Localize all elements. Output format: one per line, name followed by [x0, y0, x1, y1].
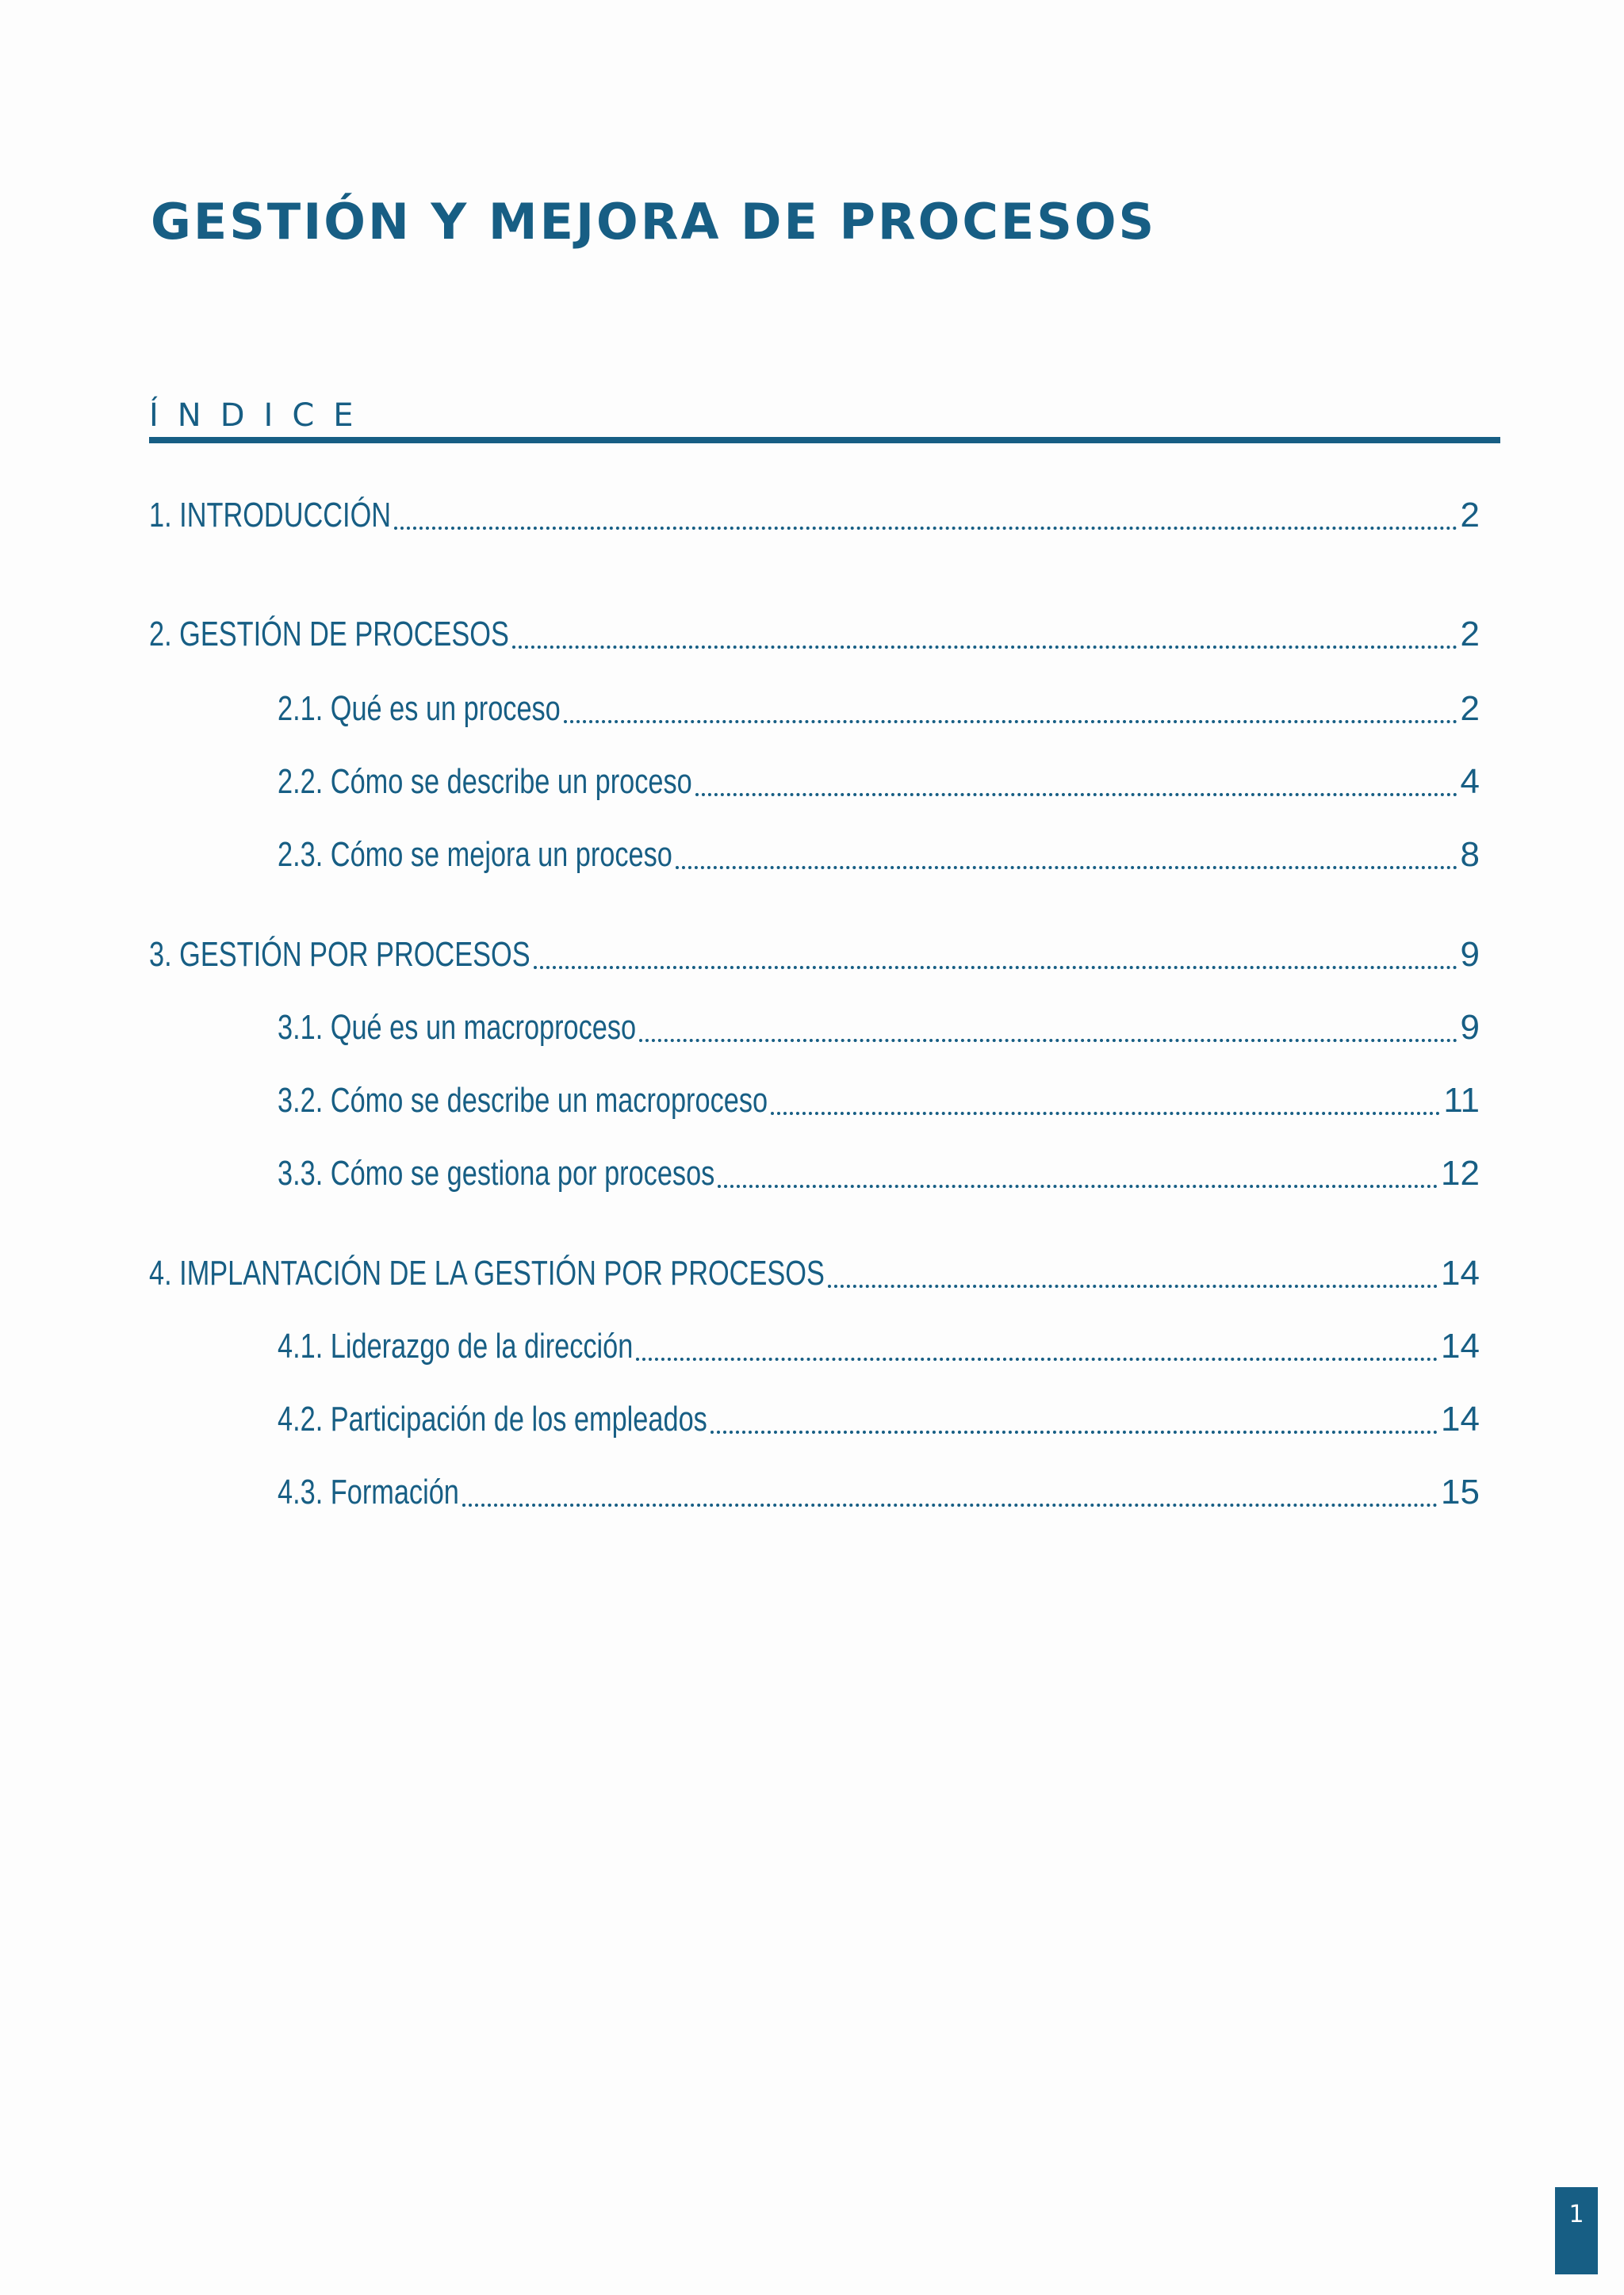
toc-entry[interactable]	[278, 1467, 1480, 1518]
toc-entry[interactable]	[149, 1248, 1480, 1299]
toc-dot-leader	[695, 790, 1457, 796]
toc-entry-page: 14	[1441, 1400, 1480, 1439]
toc-entry-label: 2.1. Qué es un proceso	[278, 689, 561, 728]
index-heading: ÍNDICE	[149, 397, 373, 434]
toc-entry[interactable]	[278, 684, 1480, 734]
toc-entry[interactable]	[278, 1148, 1480, 1199]
toc-entry-page: 15	[1441, 1473, 1480, 1511]
page-number-badge: 1	[1555, 2187, 1598, 2274]
toc-entry-page: 9	[1460, 1008, 1480, 1047]
toc-entry-label: 4.1. Liderazgo de la dirección	[278, 1327, 634, 1366]
toc-dot-leader	[462, 1500, 1438, 1507]
toc-entry-page: 4	[1460, 762, 1480, 801]
toc-entry[interactable]	[278, 1321, 1480, 1372]
toc-entry-page: 12	[1441, 1154, 1480, 1193]
toc-entry[interactable]	[278, 1394, 1480, 1445]
toc-entry-page: 2	[1460, 496, 1480, 534]
toc-entry-label: 2.3. Cómo se mejora un proceso	[278, 835, 672, 874]
toc-entry-label: 3. GESTIÓN POR PROCESOS	[149, 935, 530, 974]
toc-entry-label: 4.2. Participación de los empleados	[278, 1400, 707, 1439]
toc-dot-leader	[771, 1109, 1440, 1115]
toc-dot-leader	[718, 1182, 1438, 1188]
toc-dot-leader	[636, 1354, 1438, 1361]
toc-entry[interactable]	[278, 829, 1480, 880]
toc-entry-page: 14	[1441, 1254, 1480, 1293]
toc-entry-label: 2. GESTIÓN DE PROCESOS	[149, 615, 509, 653]
toc-entry-label: 2.2. Cómo se describe un proceso	[278, 762, 692, 801]
toc-dot-leader	[564, 717, 1457, 723]
toc-entry-page: 2	[1460, 689, 1480, 728]
toc-entry-label: 3.1. Qué es un macroproceso	[278, 1008, 637, 1047]
toc-entry-page: 14	[1441, 1327, 1480, 1366]
toc-dot-leader	[676, 863, 1457, 869]
toc-dot-leader	[394, 523, 1457, 530]
toc-entry[interactable]	[278, 1002, 1480, 1053]
toc-dot-leader	[828, 1282, 1438, 1288]
toc-entry-label: 3.3. Cómo se gestiona por procesos	[278, 1154, 715, 1193]
toc-entry[interactable]	[149, 609, 1480, 660]
toc-dot-leader	[534, 963, 1457, 969]
toc-entry-page: 11	[1443, 1081, 1480, 1120]
toc-entry-label: 1. INTRODUCCIÓN	[149, 496, 392, 534]
toc-entry-label: 4. IMPLANTACIÓN DE LA GESTIÓN POR PROCESOS	[149, 1254, 825, 1293]
toc-dot-leader	[639, 1036, 1457, 1042]
toc-entry-label: 3.2. Cómo se describe un macroproceso	[278, 1081, 768, 1120]
toc-dot-leader	[512, 642, 1457, 649]
toc-entry[interactable]	[149, 490, 1480, 541]
toc-entry[interactable]	[278, 1075, 1480, 1126]
toc-entry-page: 2	[1460, 615, 1480, 653]
toc-entry-label: 4.3. Formación	[278, 1473, 459, 1511]
toc-dot-leader	[710, 1427, 1438, 1434]
toc-entry-page: 9	[1460, 935, 1480, 974]
toc-entry[interactable]	[278, 757, 1480, 807]
toc-entry-page: 8	[1460, 835, 1480, 874]
document-title: GESTIÓN Y MEJORA DE PROCESOS	[151, 193, 1157, 251]
toc-entry[interactable]	[149, 929, 1480, 980]
